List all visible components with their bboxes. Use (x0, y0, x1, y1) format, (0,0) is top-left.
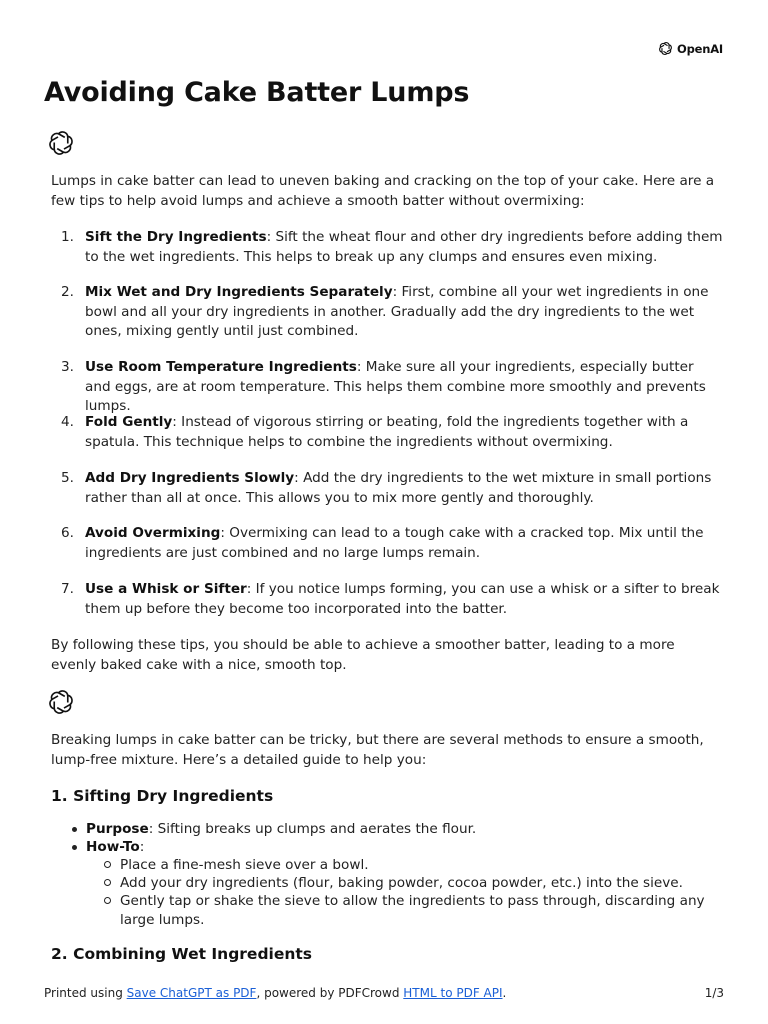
list-item (61, 283, 723, 342)
item-number: 5. (61, 470, 74, 486)
item-text: : If you notice lumps forming, you can use a whisk or a sifter to break them up before they become too incorporated into the batter. (85, 581, 720, 617)
section-heading: 1. Sifting Dry Ingredients (51, 787, 274, 805)
response-intro: Breaking lumps in cake batter can be tricky, but there are several methods to ensure a smooth, lump-free mixture. Here’s a detailed guide to help you: (51, 732, 704, 768)
circle-bullet-icon (103, 856, 120, 875)
item-text: : Instead of vigorous stirring or beating, fold the ingredients together with a spatula. This technique helps to combine the ingredients without overmixing. (85, 414, 689, 450)
item-number: 1. (61, 229, 74, 245)
openai-icon (657, 40, 674, 57)
item-number: 4. (61, 414, 74, 430)
page-footer (44, 986, 724, 1000)
item-text: : Sift the wheat flour and other dry ingredients before adding them to the wet ingredients. This helps to break up any clumps and ensures even mixing. (85, 229, 723, 265)
list-item (61, 524, 723, 563)
item-title: Use a Whisk or Sifter (85, 581, 247, 597)
html-to-pdf-link[interactable]: HTML to PDF API (403, 986, 503, 1000)
list-item (69, 838, 723, 857)
list-item (69, 820, 723, 839)
item-number: 6. (61, 525, 74, 541)
bullet-icon (69, 820, 86, 839)
brand-name: OpenAI (677, 41, 723, 56)
item-title: Add Dry Ingredients Slowly (85, 470, 295, 486)
item-text: Add your dry ingredients (flour, baking powder, cocoa powder, etc.) into the sieve. (120, 875, 683, 891)
item-title: Use Room Temperature Ingredients (85, 359, 357, 375)
list-item (103, 856, 723, 875)
footer-prefix: Printed using (44, 986, 127, 1000)
item-text: : Add the dry ingredients to the wet mixture in small portions rather than all at once. This allows you to mix more gently and thoroughly. (85, 470, 712, 506)
openai-icon (47, 129, 75, 157)
assistant-avatar (47, 688, 75, 716)
list-item (61, 580, 723, 619)
assistant-avatar (47, 129, 75, 157)
openai-icon (47, 688, 75, 716)
item-title: Fold Gently (85, 414, 173, 430)
bullet-icon (69, 838, 86, 857)
list-item (61, 228, 723, 267)
page-number: 1/3 (704, 986, 724, 1000)
item-number: 2. (61, 284, 74, 300)
openai-logo (657, 40, 723, 57)
list-item (103, 874, 723, 893)
item-text: Place a fine-mesh sieve over a bowl. (120, 857, 369, 873)
item-title: Avoid Overmixing (85, 525, 221, 541)
circle-bullet-icon (103, 874, 120, 893)
item-title: Purpose (86, 821, 149, 837)
section-heading: 2. Combining Wet Ingredients (51, 945, 313, 963)
footer-suffix: . (502, 986, 507, 1000)
item-text: : Sifting breaks up clumps and aerates the flour. (148, 821, 477, 837)
footer-credit (44, 986, 506, 1000)
item-title: Sift the Dry Ingredients (85, 229, 267, 245)
list-item (103, 892, 723, 929)
item-title: Mix Wet and Dry Ingredients Separately (85, 284, 393, 300)
item-number: 7. (61, 581, 74, 597)
list-item (61, 469, 723, 508)
list-item (61, 358, 723, 417)
footer-middle: , powered by PDFCrowd (256, 986, 404, 1000)
item-text: : Make sure all your ingredients, especially butter and eggs, are at room temperature. This helps them combine more smoothly and prevents lumps. (85, 359, 706, 414)
page-title: Avoiding Cake Batter Lumps (44, 77, 470, 108)
item-text: : First, combine all your wet ingredients in one bowl and all your dry ingredients in another. Gradually add the dry ingredients to the wet ones, mixing gently until just combined. (85, 284, 709, 339)
response-intro: Lumps in cake batter can lead to uneven baking and cracking on the top of your cake. Here are a few tips to help avoid lumps and achieve a smooth batter without overmixing: (51, 173, 715, 209)
circle-bullet-icon (103, 892, 120, 929)
list-item (61, 413, 723, 452)
response-outro: By following these tips, you should be able to achieve a smoother batter, leading to a more evenly baked cake with a nice, smooth top. (51, 637, 675, 673)
item-text: : (139, 839, 145, 855)
item-number: 3. (61, 359, 74, 375)
item-text: : Overmixing can lead to a tough cake with a cracked top. Mix until the ingredients are just combined and no large lumps remain. (85, 525, 704, 561)
save-chatgpt-link[interactable]: Save ChatGPT as PDF (126, 986, 257, 1000)
item-text: Gently tap or shake the sieve to allow the ingredients to pass through, discarding any large lumps. (120, 893, 705, 928)
item-title: How-To (86, 839, 140, 855)
